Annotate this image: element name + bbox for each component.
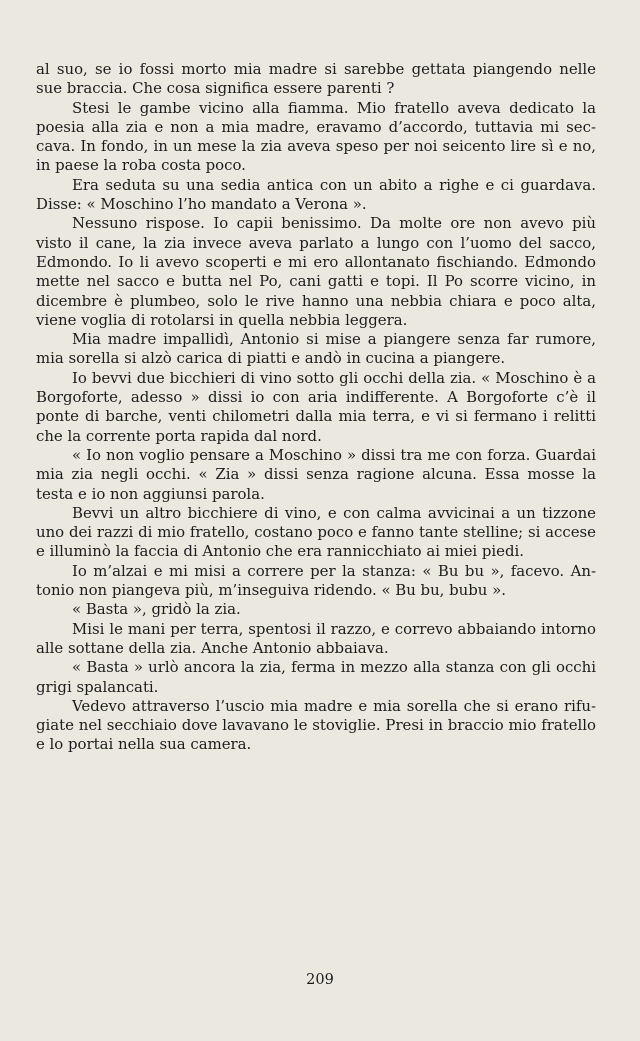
paragraph: Nessuno rispose. Io capii benissimo. Da molte ore non avevo più visto il cane, la zia invece aveva parlato a lungo con l’uomo del sacco, Edmondo. Io li avevo scoperti e mi ero allontanato fischiando. Edmondo mette nel sacco e butta nel Po, cani gatti e topi. Il Po scorre vicino, in dicembre è plumbeo, solo le rive hanno una nebbia chiara e poco alta, viene voglia di rotolarsi in quella nebbia leggera.	[36, 214, 596, 329]
paragraph: Era seduta su una sedia antica con un abito a righe e ci guardava. Disse: « Moschino l’ho mandato a Verona ».	[36, 175, 596, 214]
paragraph: « Basta » urlò ancora la zia, ferma in mezzo alla stanza con gli occhi grigi spalancati.	[36, 658, 596, 696]
paragraph: Misi le mani per terra, spentosi il razzo, e correvo abbaiando intorno alle sottane della zia. Anche Antonio abbaiava.	[36, 619, 596, 657]
paragraph: « Basta », gridò la zia.	[72, 600, 241, 619]
paragraph: Bevvi un altro bicchiere di vino, e con calma avvicinai a un tizzone uno dei razzi di mio fratello, costano poco e fanno tante stelline; si accese e illuminò la faccia di Antonio che era rannicchiato ai miei piedi.	[36, 503, 596, 561]
page-number: 209	[306, 972, 334, 988]
paragraph: Mia madre impallidì, Antonio si mise a piangere senza far rumore, mia sorella si alzò carica di piatti e andò in cucina a piangere.	[36, 330, 596, 368]
paragraph: al suo, se io fossi morto mia madre si sarebbe gettata piangendo nelle sue braccia. Che cosa significa essere parenti ?	[36, 60, 596, 98]
paragraph: « Io non voglio pensare a Moschino » dissi tra me con forza. Guardai mia zia negli occhi. « Zia » dissi senza ragione alcuna. Essa mosse la testa e io non aggiunsi parola.	[36, 445, 596, 503]
paragraph: Io bevvi due bicchieri di vino sotto gli occhi della zia. « Moschino è a Borgoforte, adesso » dissi io con aria indifferente. A Borgoforte c’è il ponte di barche, venti chilometri dalla mia terra, e vi si fermano i relitti che la corrente porta rapida dal nord.	[36, 368, 596, 445]
paragraph: Stesi le gambe vicino alla fiamma. Mio fratello aveva dedicato la poesia alla zia e non a mia madre, eravamo d’accordo, tuttavia mi seccava. In fondo, in un mese la zia aveva speso per noi seicento lire sì e no, in paese la roba costa poco.	[36, 98, 596, 175]
body-text	[36, 60, 596, 755]
paragraph: Vedevo attraverso l’uscio mia madre e mia sorella che si erano rifugiate nel secchiaio dove lavavano le stoviglie. Presi in braccio mio fratello e lo portai nella sua camera.	[36, 696, 596, 754]
paragraph: Io m’alzai e mi misi a correre per la stanza: « Bu bu », facevo. Antonio non piangeva più, m’inseguiva ridendo. « Bu bu, bubu ».	[36, 561, 596, 600]
